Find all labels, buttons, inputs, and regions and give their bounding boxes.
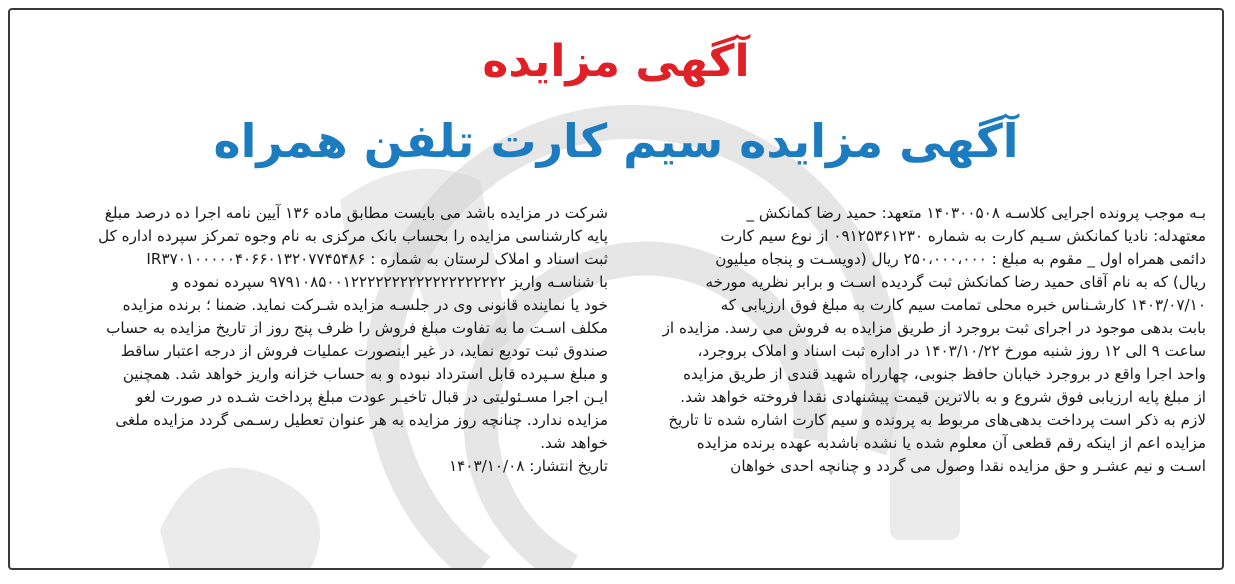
body-line: صندوق ثبت تودیع نماید، در غیر اینصورت عملیات فروش از درجه اعتبار ساقط bbox=[120, 342, 608, 360]
body-line: مکلف اسـت ما به تفاوت مبلغ فروش را ظرف پنج روز از تاریخ مزایده به حساب bbox=[106, 319, 608, 337]
body-line: پایه کارشناسی مزایده را بحساب بانک مرکزی به نام وجوه تمرکز سپرده اداره کل bbox=[98, 227, 608, 245]
body-line: بـه موجب پرونده اجرایی کلاسـه ۱۴۰۳۰۰۵۰۸ متعهد: حمید رضا کمانکش _ bbox=[746, 204, 1206, 222]
body-line: واحد اجرا واقع در بروجرد خیابان حافظ جنوبی، چهارراه شهید قندی از طریق مزایده bbox=[683, 365, 1206, 383]
body-line: بابت بدهی موجود در اجرای ثبت بروجرد از طریق مزایده به فروش می رسد. مزایده از bbox=[662, 319, 1206, 337]
publish-date: تاریخ انتشار: ۱۴۰۳/۱۰/۰۸ bbox=[448, 457, 608, 475]
body-line: ایـن اجرا مسـئولیتی در قبال تاخیـر عودت مبلغ پرداخت شـده در صورت لغو bbox=[136, 388, 608, 406]
body-line: معتهدله: نادیا کمانکش سـیم کارت به شماره ۰۹۱۲۵۳۶۱۲۳۰ از نوع سیم کارت bbox=[720, 227, 1206, 245]
body-line: ۱۴۰۳/۰۷/۱۰ کارشـناس خبره محلی تمامت سیم کارت به مبلغ فوق ارزیابی که bbox=[720, 296, 1206, 314]
body-line: خود یا نماینده قانونی وی در جلسـه مزایده شـرکت نماید. ضمنا ؛ برنده مزایده bbox=[122, 296, 608, 314]
body-line: و مبلغ سـپرده قابل استرداد نبوده و به حساب خزانه واریز خواهد شد. همچنین bbox=[122, 365, 608, 383]
notice-frame bbox=[8, 8, 1224, 570]
body-line: مزایده ندارد. چنانچه روز مزایده به هر عنوان تعطیل رسـمی گردد مزایده ملغی bbox=[115, 411, 608, 429]
body-line: خواهد شد. bbox=[540, 434, 608, 452]
body-line: ریال) که به نام آقای حمید رضا کمانکش ثبت گردیده اسـت و برابر نظریه مورخه bbox=[705, 273, 1206, 291]
body-line: از مبلغ پایه ارزیابی فوق شروع و به بالاترین قیمت پیشنهادی نقدا فروخته خواهد شد. bbox=[680, 388, 1206, 406]
notice-title: آگهی مزایده bbox=[482, 36, 750, 87]
notice-body-right-column bbox=[610, 202, 1206, 478]
body-line: لازم به ذکر است پرداخت بدهی‌های مربوط به پرونده و سیم کارت اشاره شده تا تاریخ bbox=[668, 411, 1206, 429]
body-line: دائمی همراه اول _ مقوم به مبلغ : ۲۵۰،۰۰۰،۰۰۰ ریال (دویسـت و پنجاه میلیون bbox=[715, 250, 1206, 268]
body-line: با شناسـه واریز ۹۷۹۱۰۸۵۰۰۱۲۲۲۲۲۲۲۲۲۲۲۲۲۲۲۲۲۲۲ سپرده نموده و bbox=[171, 273, 608, 291]
body-line: ثبت اسناد و املاک لرستان به شماره : IR۳۷۰۱۰۰۰۰۰۴۰۶۶۰۱۳۲۰۷۷۴۵۴۸۶ bbox=[146, 250, 608, 268]
notice-body-left-column bbox=[26, 202, 608, 478]
notice-subtitle: آگهی مزایده سیم کارت تلفن همراه bbox=[213, 114, 1019, 168]
body-line: ساعت ۹ الی ۱۲ روز شنبه مورخ ۱۴۰۳/۱۰/۲۲ در اداره ثبت اسناد و املاک بروجرد، bbox=[697, 342, 1206, 360]
body-line: شرکت در مزایده باشد می بایست مطابق ماده ۱۳۶ آیین نامه اجرا ده درصد مبلغ bbox=[104, 204, 608, 222]
body-line: اسـت و نیم عشـر و حق مزایده نقدا وصول می گردد و چنانچه احدی خواهان bbox=[730, 457, 1206, 475]
body-line: مزایده اعم از اینکه رقم قطعی آن معلوم شده یا نشده باشدبه عهده برنده مزایده bbox=[696, 434, 1206, 452]
